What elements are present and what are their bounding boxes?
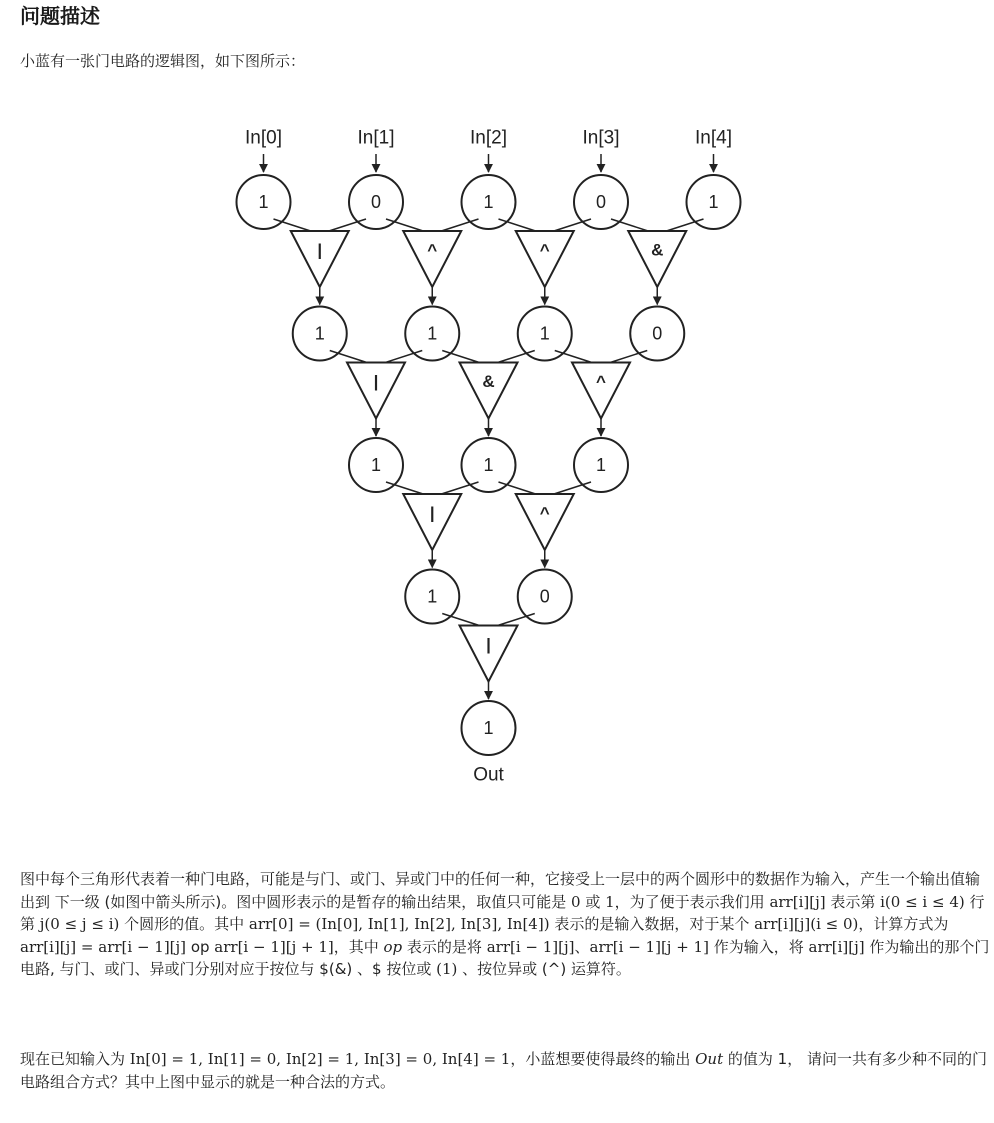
math-j-range: j(0 ≤ j ≤ i) <box>39 915 120 933</box>
node-value-4-0: 1 <box>483 718 494 738</box>
desc-text-9: ，其中 <box>333 937 384 956</box>
node-value-0-4: 1 <box>708 192 719 212</box>
value-zero: 0 <box>571 892 581 911</box>
input-label-3: In[3] <box>582 127 620 149</box>
desc-text-10: 表示的是将 <box>402 937 487 956</box>
question-text-2: ，小蓝想要使得最终的输出 <box>510 1050 696 1068</box>
input-label-1: In[1] <box>357 127 395 149</box>
question-text-3: 的值为 1， 请问一共有多少种不同的门电路组合方式？其中上图中显示的就是一种合法的方式。 <box>20 1050 987 1091</box>
node-value-3-1: 0 <box>539 586 550 607</box>
math-arr-ij: arr[i][j] <box>769 892 826 911</box>
output-label: Out <box>473 764 504 786</box>
logic-circuit-diagram <box>0 110 994 810</box>
gate-symbol-0-1: ^ <box>427 240 438 260</box>
math-out: Out <box>695 1050 724 1068</box>
math-arr0-definition: arr[0] = (In[0], In[1], In[2], In[3], In[4]) <box>248 915 550 933</box>
desc-text-7: 表示的是输入数据，对于某个 <box>549 915 755 933</box>
input-label-2: In[2] <box>470 127 507 149</box>
node-value-1-2: 1 <box>539 323 550 344</box>
node-value-2-0: 1 <box>370 455 382 475</box>
node-value-1-3: 0 <box>652 323 663 344</box>
desc-text-6: 个圆形的值。其中 <box>119 915 249 933</box>
desc-text-1: 图中每个三角形代表着一种门电路，可能是与门、或门、异或门中的任何一种，它接受上一层中的两个圆形中的数据作为输入，产生一个输出值输出到 下一级 (如图中箭头所示)。图中圆形表示的是暂存的输出结果，取值只可能是 <box>20 870 981 911</box>
node-value-1-1: 1 <box>427 323 438 344</box>
description-paragraph <box>20 868 990 981</box>
page-title: 问题描述 <box>20 4 100 28</box>
node-value-3-0: 1 <box>427 586 438 607</box>
gate-symbol-2-0: | <box>429 503 435 523</box>
math-input-values: In[0] = 1, In[1] = 0, In[2] = 1, In[3] = 0, In[4] = 1 <box>129 1050 511 1068</box>
math-arr-condition: arr[i][j](i ≤ 0) <box>754 915 859 933</box>
node-value-2-1: 1 <box>483 455 494 475</box>
desc-text-12: 作为输入，将 <box>708 937 809 956</box>
math-formula-left: arr[i][j] = arr[i − 1][j] <box>20 937 187 956</box>
node-value-0-3: 0 <box>595 192 607 212</box>
question-paragraph <box>20 1048 990 1093</box>
gate-symbol-1-0: | <box>373 372 379 391</box>
gate-symbol-1-1: & <box>482 372 495 391</box>
gate-symbol-0-0: | <box>317 240 323 260</box>
math-arr-a: arr[i − 1][j] <box>486 937 575 956</box>
node-value-0-2: 1 <box>483 192 494 212</box>
node-value-0-0: 1 <box>258 192 269 212</box>
desc-text-11: 、 <box>574 937 590 956</box>
desc-text-8: ，计算方式为 <box>858 915 949 933</box>
math-arr-b: arr[i − 1][j + 1] <box>589 937 709 956</box>
node-value-2-2: 1 <box>595 455 607 475</box>
question-text-1: 现在已知输入为 <box>20 1050 130 1068</box>
desc-op-word: op <box>186 937 215 956</box>
math-one: (1) <box>436 960 458 978</box>
gate-symbol-0-2: ^ <box>539 240 550 260</box>
input-label-4: In[4] <box>695 127 732 149</box>
value-one: 1 <box>605 892 615 911</box>
intro-text: 小蓝有一张门电路的逻辑图，如下图所示： <box>20 52 306 70</box>
gate-symbol-3-0: | <box>486 635 491 654</box>
math-i-range: i(0 ≤ i ≤ 4) <box>880 892 965 911</box>
input-label-0: In[0] <box>245 127 282 149</box>
gate-symbol-0-3: & <box>651 240 664 260</box>
gate-symbol-1-2: ^ <box>596 372 606 391</box>
math-op: op <box>383 937 403 956</box>
desc-text-2: 或 <box>580 892 606 911</box>
gate-symbol-2-1: ^ <box>539 503 550 523</box>
desc-text-4: 表示第 <box>825 892 881 911</box>
math-arr-c: arr[i][j] <box>808 937 865 956</box>
math-formula-right: arr[i − 1][j + 1] <box>214 937 334 956</box>
desc-text-3: ，为了便于表示我们用 <box>614 892 770 911</box>
node-value-0-1: 0 <box>370 192 382 212</box>
desc-text-5: 行第 <box>20 892 985 933</box>
desc-text-14: 、按位异或 (^) 运算符。 <box>457 960 631 978</box>
node-value-1-0: 1 <box>314 323 325 344</box>
desc-text-13: 作为输出的那个门电路, 与门、或门、异或门分别对应于按位与 $(&) 、$ 按位或 <box>20 937 990 978</box>
